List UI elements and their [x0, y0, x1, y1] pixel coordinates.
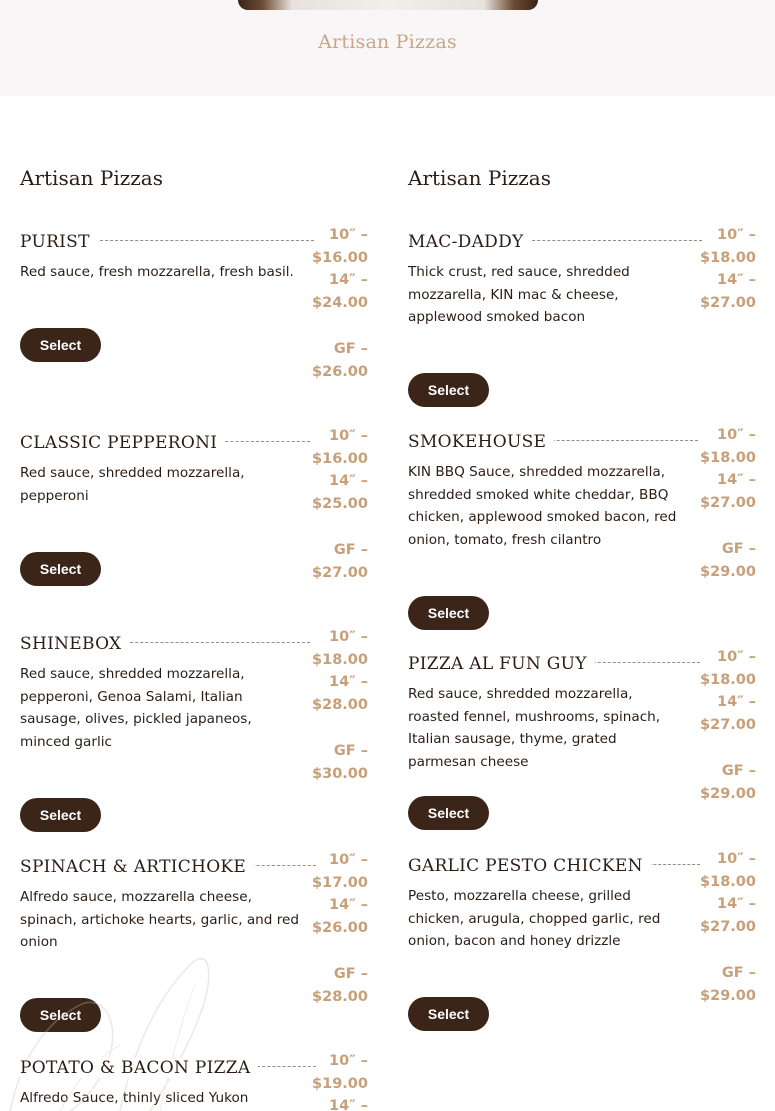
- item-prices: [308, 224, 368, 384]
- item-name: SMOKEHOUSE: [408, 432, 554, 452]
- price-gluten-free: GF – $29.00: [700, 965, 756, 1004]
- dotted-leader: [578, 662, 700, 663]
- select-button[interactable]: Select: [20, 328, 101, 362]
- hero-banner: [0, 0, 775, 96]
- item-prices: [696, 424, 756, 584]
- item-description: Pesto, mozzarella cheese, grilled chicken, arugula, chopped garlic, red onion, bacon and honey drizzle: [408, 888, 661, 950]
- item-prices: [696, 646, 756, 806]
- price-10-inch: 10″ – $18.00: [700, 851, 756, 890]
- leaf-watermark-icon: [0, 945, 220, 1111]
- item-description: Red sauce, shredded mozzarella, roasted fennel, mushrooms, spinach, Italian sausage, thyme, grated parmesan cheese: [408, 686, 661, 770]
- select-button[interactable]: Select: [20, 552, 101, 586]
- price-14-inch: 14″ – $27.00: [700, 272, 756, 311]
- hero-title: Artisan Pizzas: [318, 31, 457, 53]
- item-name: POTATO & BACON PIZZA: [20, 1058, 258, 1078]
- item-prices: [308, 626, 368, 786]
- price-10-inch: 10″ – $17.00: [312, 852, 368, 891]
- price-10-inch: 10″ – $18.00: [700, 227, 756, 266]
- item-description: Alfredo sauce, mozzarella cheese, spinach, artichoke hearts, garlic, and red onion: [20, 889, 300, 951]
- price-10-inch: 10″ – $18.00: [700, 649, 756, 688]
- price-10-inch: 10″ – $18.00: [700, 427, 756, 466]
- item-description: Thick crust, red sauce, shredded mozzarella, KIN mac & cheese, applewood smoked bacon: [408, 264, 630, 326]
- price-14-inch: 14″ – $26.00: [312, 897, 368, 936]
- price-gluten-free: GF – $27.00: [312, 542, 368, 581]
- item-prices: [308, 425, 368, 585]
- item-description: KIN BBQ Sauce, shredded mozzarella, shredded smoked white cheddar, BBQ chicken, applewood smoked bacon, red onion, tomato, fresh cilantro: [408, 464, 677, 548]
- item-name: PURIST: [20, 232, 98, 252]
- select-button[interactable]: Select: [20, 998, 101, 1032]
- dotted-leader: [90, 240, 314, 241]
- item-description: Red sauce, fresh mozzarella, fresh basil.: [20, 264, 294, 280]
- price-10-inch: 10″ – $18.00: [312, 629, 368, 668]
- item-description: Red sauce, shredded mozzarella, pepperoni, Genoa Salami, Italian sausage, olives, pickled japaneos, minced garlic: [20, 666, 252, 750]
- item-name: MAC-DADDY: [408, 232, 532, 252]
- price-14-inch: 14″ – $27.00: [700, 694, 756, 733]
- item-name: SHINEBOX: [20, 634, 129, 654]
- price-14-inch: 14″ – $24.00: [312, 272, 368, 311]
- price-gluten-free: GF – $29.00: [700, 763, 756, 802]
- price-gluten-free: GF – $30.00: [312, 743, 368, 782]
- select-button[interactable]: Select: [408, 596, 489, 630]
- price-10-inch: 10″ – $19.00: [312, 1053, 368, 1092]
- dotted-leader: [522, 240, 702, 241]
- item-name: SPINACH & ARTICHOKE: [20, 857, 254, 877]
- item-prices: [696, 848, 756, 1008]
- select-button[interactable]: Select: [408, 373, 489, 407]
- price-14-inch: 14″ – $27.00: [700, 896, 756, 935]
- column-title: Artisan Pizzas: [20, 166, 163, 190]
- select-button[interactable]: Select: [408, 796, 489, 830]
- price-10-inch: 10″ – $16.00: [312, 227, 368, 266]
- select-button[interactable]: Select: [20, 798, 101, 832]
- price-14-inch: 14″ – $25.00: [312, 473, 368, 512]
- item-description: Red sauce, shredded mozzarella, pepperoni: [20, 465, 245, 504]
- price-gluten-free: GF – $28.00: [312, 966, 368, 1005]
- hero-pizza-image: [238, 0, 538, 10]
- dotted-leader: [120, 642, 310, 643]
- dotted-leader: [532, 440, 698, 441]
- price-14-inch: 14″ –: [329, 1098, 368, 1111]
- column-title: Artisan Pizzas: [408, 166, 551, 190]
- item-description: Alfredo Sauce, thinly sliced Yukon: [20, 1090, 249, 1106]
- item-name: PIZZA AL FUN GUY: [408, 654, 595, 674]
- price-gluten-free: GF – $26.00: [312, 341, 368, 380]
- price-14-inch: 14″ – $28.00: [312, 674, 368, 713]
- item-name: CLASSIC PEPPERONI: [20, 433, 225, 453]
- item-prices: [696, 224, 756, 314]
- item-prices: [308, 1050, 368, 1111]
- price-10-inch: 10″ – $16.00: [312, 428, 368, 467]
- item-prices: [308, 849, 368, 1009]
- price-14-inch: 14″ – $27.00: [700, 472, 756, 511]
- item-name: GARLIC PESTO CHICKEN: [408, 856, 651, 876]
- price-gluten-free: GF – $29.00: [700, 541, 756, 580]
- select-button[interactable]: Select: [408, 997, 489, 1031]
